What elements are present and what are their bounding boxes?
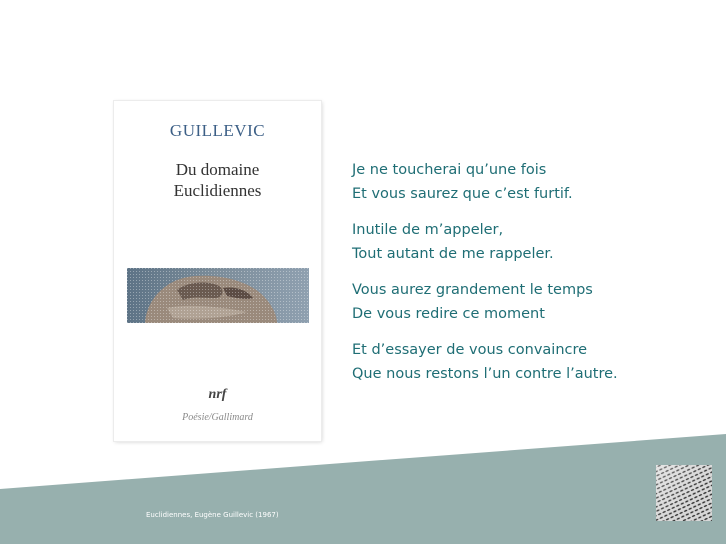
book-cover (114, 101, 321, 441)
book-title-line-1: Du domaine (175, 160, 260, 179)
footer-caption: Euclidiennes, Eugène Guillevic (1967) (146, 511, 279, 519)
book-title-line-2: Euclidiennes (173, 181, 262, 200)
texture-thumbnail-image (656, 465, 712, 521)
poem-line: Tout autant de me rappeler. (352, 246, 554, 262)
poem-line: Et vous saurez que c’est furtif. (352, 186, 573, 202)
cover-photo-image (127, 268, 309, 323)
publisher-logo: nrf (208, 387, 227, 402)
poem (352, 158, 692, 398)
book-title (114, 159, 321, 201)
poem-line: Et d’essayer de vous convaincre (352, 342, 588, 358)
poem-line: De vous redire ce moment (352, 306, 545, 322)
poem-stanza-2 (352, 218, 692, 266)
poem-line: Que nous restons l’un contre l’autre. (352, 366, 618, 382)
poem-stanza-3 (352, 278, 692, 326)
collection-name: Poésie/Gallimard (182, 412, 253, 423)
poem-line: Inutile de m’appeler, (352, 222, 504, 238)
poem-line: Vous aurez grandement le temps (352, 282, 593, 298)
poem-stanza-1 (352, 158, 692, 206)
poem-line: Je ne toucherai qu’une fois (352, 162, 547, 178)
book-author: GUILLEVIC (169, 121, 266, 140)
poem-stanza-4 (352, 338, 692, 386)
